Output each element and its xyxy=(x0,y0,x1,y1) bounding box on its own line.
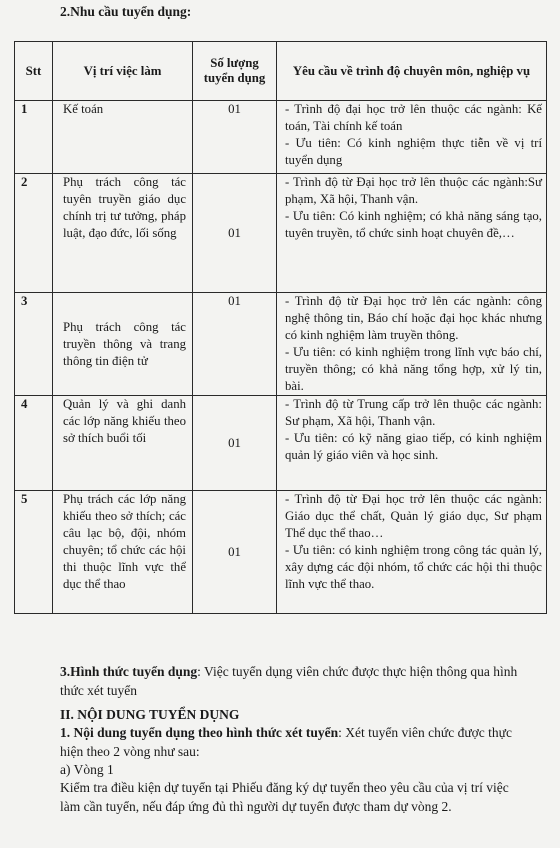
row-position: Phụ trách công tác tuyên truyền giáo dục chính trị tư tưởng, pháp luật, đạo đức, lối sống xyxy=(53,174,193,293)
row-quantity: 01 xyxy=(193,293,277,396)
round-1-text: Kiểm tra điều kiện dự tuyển tại Phiếu đăng ký dự tuyển theo yêu cầu của vị trí việc làm cần tuyển, nếu đáp ứng đủ thì người dự tuyển được tham dự vòng 2. xyxy=(60,780,509,814)
header-requirements: Yêu cầu về trình độ chuyên môn, nghiệp vụ xyxy=(277,42,547,101)
round-1-heading: a) Vòng 1 xyxy=(60,762,114,777)
recruitment-form-paragraph xyxy=(60,662,530,700)
section-ii-heading: II. NỘI DUNG TUYỂN DỤNG xyxy=(60,707,240,722)
recruitment-form-text: : Việc tuyển dụng viên chức được thực hiện thông qua hình thức xét tuyển xyxy=(60,664,518,698)
table-row xyxy=(15,491,547,614)
content-text: : Xét tuyển viên chức được thực hiện theo 2 vòng như sau: xyxy=(60,725,512,759)
row-quantity: 01 xyxy=(193,174,277,293)
requirement-priority: - Ưu tiên: có kỹ năng giao tiếp, có kinh nghiệm quản lý giáo viên và học sinh. xyxy=(285,431,542,462)
row-quantity: 01 xyxy=(193,491,277,614)
requirement-priority: - Ưu tiên: có kinh nghiệm trong công tác quản lý, xây dựng các đội nhóm, tổ chức các hội thi thuộc lĩnh vực thể thao. xyxy=(285,543,542,591)
row-stt: 4 xyxy=(15,396,53,491)
row-stt: 1 xyxy=(15,101,53,174)
requirement-degree: - Trình độ từ Đại học trở lên thuộc các ngành:Sư phạm, Xã hội, Thanh vận. xyxy=(285,175,542,206)
row-quantity: 01 xyxy=(193,101,277,174)
content-label: 1. Nội dung tuyển dụng theo hình thức xét tuyển xyxy=(60,725,339,740)
table-row xyxy=(15,101,547,174)
row-position: Phụ trách công tác truyền thông và trang thông tin điện tử xyxy=(53,293,193,396)
requirement-degree: - Trình độ từ Đại học trở lên các ngành: công nghệ thông tin, Báo chí hoặc đại học khác nhưng có kinh nghiệm làm truyền thông. xyxy=(285,294,542,342)
requirement-priority: - Ưu tiên: Có kinh nghiệm thực tiễn về vị trí tuyển dụng xyxy=(285,136,542,167)
row-position: Quản lý và ghi danh các lớp năng khiếu theo sở thích buổi tối xyxy=(53,396,193,491)
row-position: Phụ trách các lớp năng khiếu theo sở thích; các câu lạc bộ, đội, nhóm chuyên; tổ chức các hội thi thuộc lĩnh vực thể dục thể thao xyxy=(53,491,193,614)
recruitment-form-label: 3.Hình thức tuyển dụng xyxy=(60,664,198,679)
requirement-degree: - Trình độ từ Trung cấp trở lên thuộc các ngành: Sư phạm, Xã hội, Thanh vận. xyxy=(285,397,542,428)
requirement-priority: - Ưu tiên: có kinh nghiệm trong lĩnh vực báo chí, truyền thông; có khả năng tổng hợp, xử lý tin, bài. xyxy=(285,345,542,393)
table-row xyxy=(15,174,547,293)
requirement-degree: - Trình độ đại học trở lên thuộc các ngành: Kế toán, Tài chính kế toán xyxy=(285,102,542,133)
header-quantity: Số lượng tuyển dụng xyxy=(193,42,277,101)
recruitment-table xyxy=(14,41,547,614)
content-paragraph xyxy=(60,723,530,761)
row-requirements xyxy=(277,491,547,614)
recruitment-needs-heading: 2.Nhu cầu tuyển dụng: xyxy=(60,4,192,19)
row-stt: 2 xyxy=(15,174,53,293)
row-requirements xyxy=(277,293,547,396)
row-requirements xyxy=(277,396,547,491)
table-row xyxy=(15,293,547,396)
table-header-row xyxy=(15,42,547,101)
row-requirements xyxy=(277,101,547,174)
row-position: Kế toán xyxy=(53,101,193,174)
requirement-priority: - Ưu tiên: Có kinh nghiệm; có khả năng sáng tạo, tuyên truyền, tổ chức sinh hoạt chuyên đề,… xyxy=(285,209,542,240)
header-stt: Stt xyxy=(15,42,53,101)
header-position: Vị trí việc làm xyxy=(53,42,193,101)
table-row xyxy=(15,396,547,491)
row-requirements xyxy=(277,174,547,293)
row-quantity: 01 xyxy=(193,396,277,491)
row-stt: 3 xyxy=(15,293,53,396)
row-stt: 5 xyxy=(15,491,53,614)
requirement-degree: - Trình độ từ Đại học trở lên thuộc các ngành: Giáo dục thể chất, Quản lý giáo dục, Sư phạm Thể dục thể thao… xyxy=(285,492,542,540)
